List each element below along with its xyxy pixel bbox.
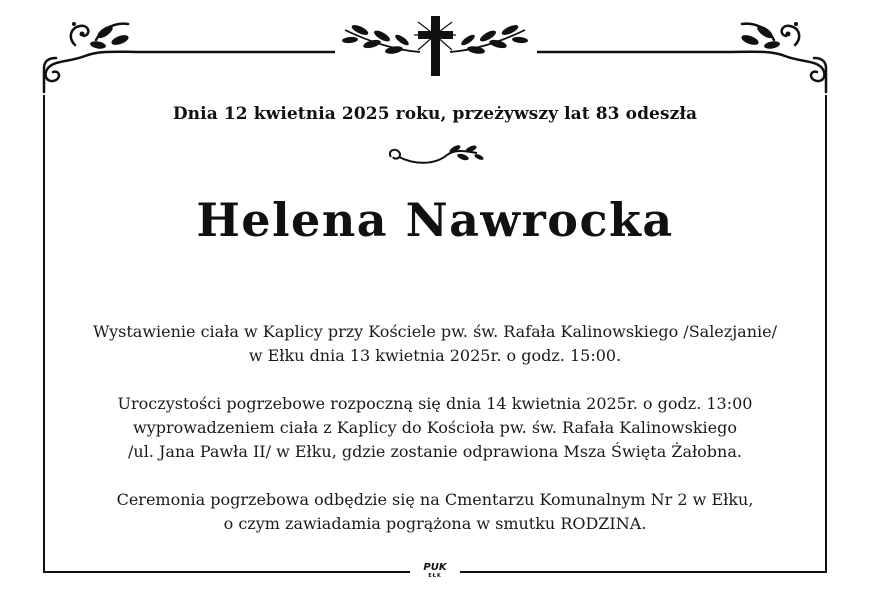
deceased-name: Helena Nawrocka	[196, 193, 674, 247]
logo-main-text: PUK	[423, 562, 447, 573]
top-ornament	[0, 0, 870, 100]
corner-flourish-left-icon	[44, 24, 150, 92]
paragraph-line: Wystawienie ciała w Kaplicy przy Kościele pw. św. Rafała Kalinowskiego /Salezjanie/	[93, 322, 777, 341]
paragraph-line: /ul. Jana Pawła II/ w Ełku, gdzie zostanie odprawiona Msza Święta Żałobna.	[128, 442, 742, 461]
paragraph-burial	[0, 488, 870, 536]
paragraph-line: Uroczystości pogrzebowe rozpoczną się dnia 14 kwietnia 2025r. o godz. 13:00	[117, 394, 753, 413]
frame-bottom-border-left	[43, 571, 410, 573]
frame-bottom-border-right	[460, 571, 827, 573]
paragraph-line: wyprowadzeniem ciała z Kaplicy do Kościoła pw. św. Rafała Kalinowskiego	[133, 418, 737, 437]
date-line: Dnia 12 kwietnia 2025 roku, przeżywszy lat 83 odeszła	[172, 104, 698, 124]
logo-sub-text: EŁK	[428, 573, 442, 579]
laurel-branch-left-icon	[342, 23, 420, 55]
paragraph-line: o czym zawiadamia pogrążona w smutku RODZINA.	[223, 514, 647, 533]
paragraph-viewing	[0, 320, 870, 368]
cross-icon	[414, 16, 456, 76]
paragraph-line: w Ełku dnia 13 kwietnia 2025r. o godz. 15:00.	[248, 346, 622, 365]
leaf-divider-icon	[385, 143, 485, 173]
paragraph-funeral	[0, 392, 870, 464]
laurel-branch-right-icon	[450, 23, 528, 55]
paragraph-line: Ceremonia pogrzebowa odbędzie się na Cmentarzu Komunalnym Nr 2 w Ełku,	[116, 490, 754, 509]
puk-logo	[414, 562, 456, 579]
corner-flourish-right-icon	[720, 24, 826, 92]
